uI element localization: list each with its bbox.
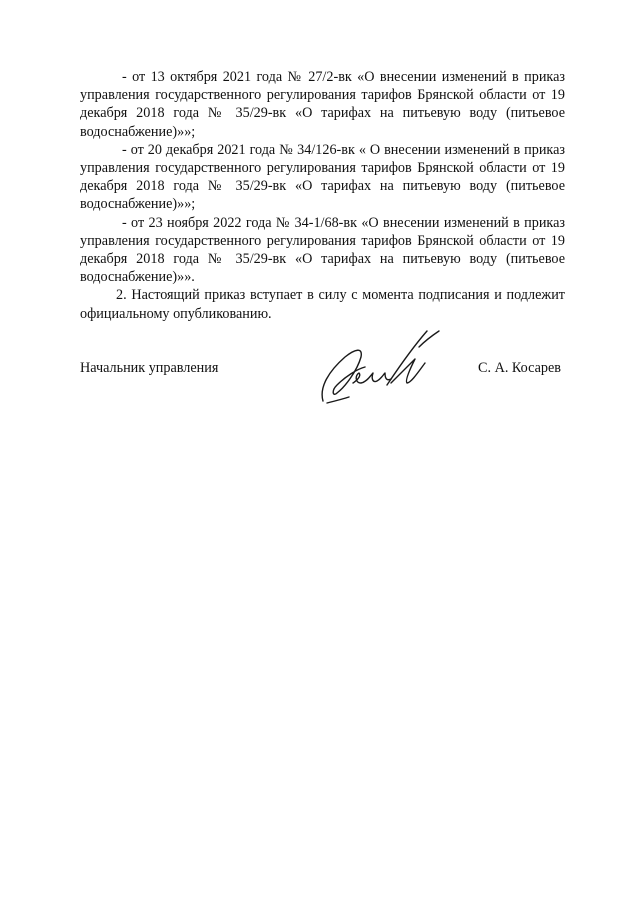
- amendment-item-2: - от 20 декабря 2021 года № 34/126-вк « О внесении изменений в приказ управления государственного регулирования тарифов Брянской области от 19 декабря 2018 года № 35/29-вк «О тарифах на питьевую воду (питьевое водоснабжение)»»;: [80, 141, 565, 213]
- amendment-item-3: - от 23 ноября 2022 года № 34-1/68-вк «О внесении изменений в приказ управления государственного регулирования тарифов Брянской области от 19 декабря 2018 года № 35/29-вк «О тарифах на питьевую воду (питьевое водоснабжение)»».: [80, 214, 565, 286]
- amendment-item-1: - от 13 октября 2021 года № 27/2-вк «О внесении изменений в приказ управления государственного регулирования тарифов Брянской области от 19 декабря 2018 года № 35/29-вк «О тарифах на питьевую воду (питьевое водоснабжение)»»;: [80, 69, 565, 140]
- signature-block: [80, 355, 565, 415]
- signer-position: Начальник управления: [80, 360, 219, 376]
- handwritten-signature: [315, 327, 445, 409]
- document-body: [80, 68, 565, 323]
- effective-date-clause: 2. Настоящий приказ вступает в силу с момента подписания и подлежит официальному опубликованию.: [80, 287, 565, 322]
- signer-name: С. А. Косарев: [478, 360, 561, 376]
